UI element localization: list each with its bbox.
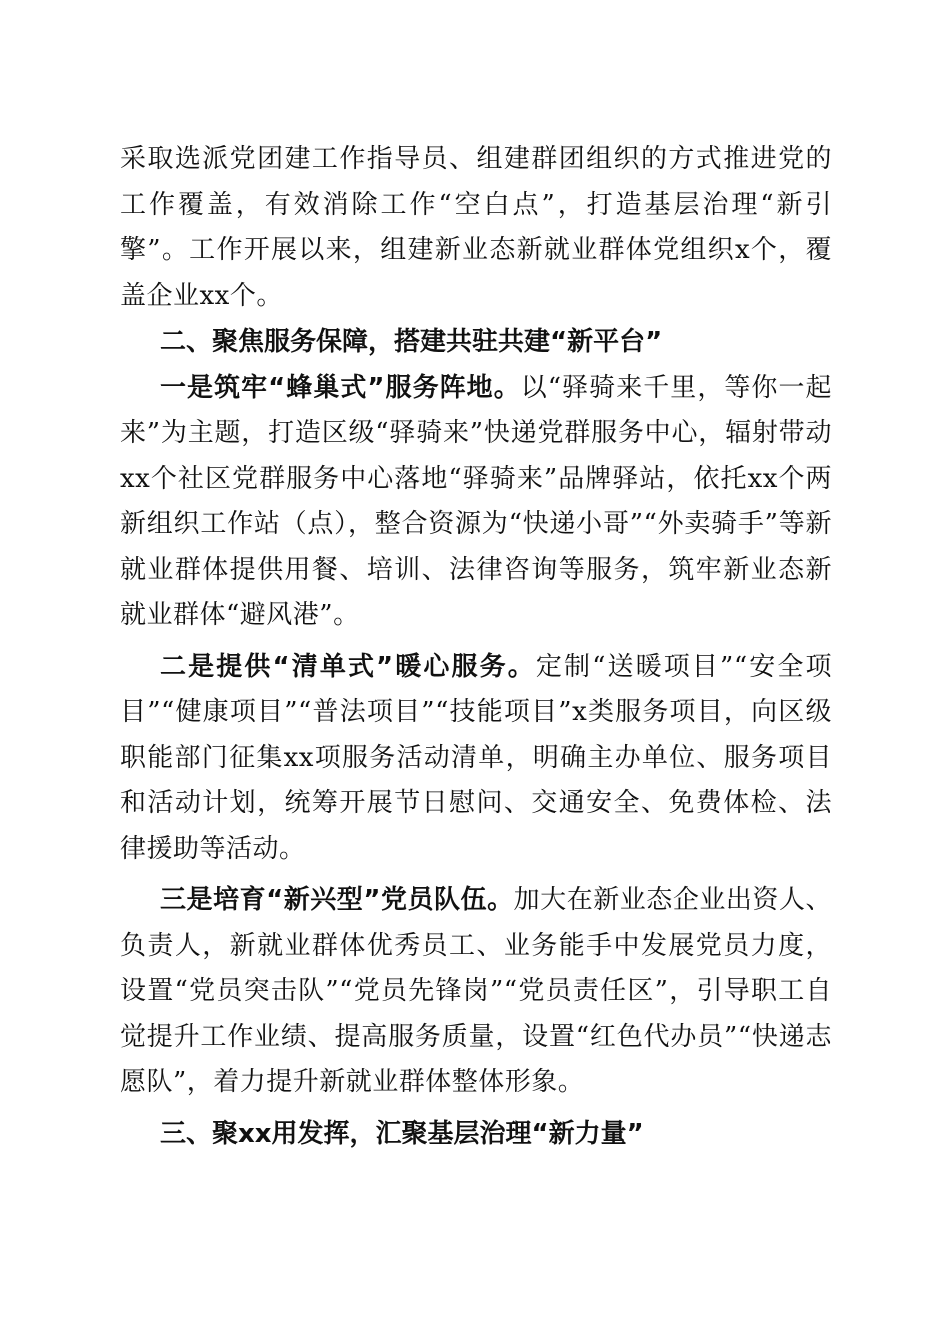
item-2-lead: 二是提供“清单式”暖心服务。 — [160, 651, 536, 682]
item-3-lead: 三是培育“新兴型”党员队伍。 — [160, 885, 514, 915]
item-paragraph-3 — [120, 878, 832, 1106]
intro-paragraph: 采取选派党团建工作指导员、组建群团组织的方式推进党的工作覆盖，有效消除工作“空白点”，打造基层治理“新引擎”。工作开展以来，组建新业态新就业群体党组织x个，覆盖企业xx个。 — [120, 144, 832, 311]
item-2-body: 定制“送暖项目”“安全项目”“健康项目”“普法项目”“技能项目”x类服务项目，向区级职能部门征集xx项服务活动清单，明确主办单位、服务项目和活动计划，统筹开展节日慰问、交通安全、免费体检、法律援助等活动。 — [120, 651, 832, 864]
item-1-lead: 一是筑牢“蜂巢式”服务阵地。 — [160, 372, 521, 403]
section-heading-3: 三、聚xx用发挥，汇聚基层治理“新力量” — [160, 1118, 644, 1149]
document-page — [120, 137, 832, 1157]
item-1-body: 以“驿骑来千里，等你一起来”为主题，打造区级“驿骑来”快递党群服务中心，辐射带动xx个社区党群服务中心落地“驿骑来”品牌驿站，依托xx个两新组织工作站（点），整合资源为“快递小哥”“外卖骑手”等新就业群体提供用餐、培训、法律咨询等服务，筑牢新业态新就业群体“避风港”。 — [120, 372, 832, 630]
section-heading-2: 二、聚焦服务保障，搭建共驻共建“新平台” — [160, 327, 663, 357]
item-paragraph-2 — [120, 645, 832, 873]
item-3-body: 加大在新业态企业出资人、负责人，新就业群体优秀员工、业务能手中发展党员力度，设置“党员突击队”“党员先锋岗”“党员责任区”，引导职工自觉提升工作业绩、提高服务质量，设置“红色代办员”“快递志愿队”，着力提升新就业群体整体形象。 — [120, 885, 832, 1097]
item-paragraph-1 — [120, 366, 832, 639]
